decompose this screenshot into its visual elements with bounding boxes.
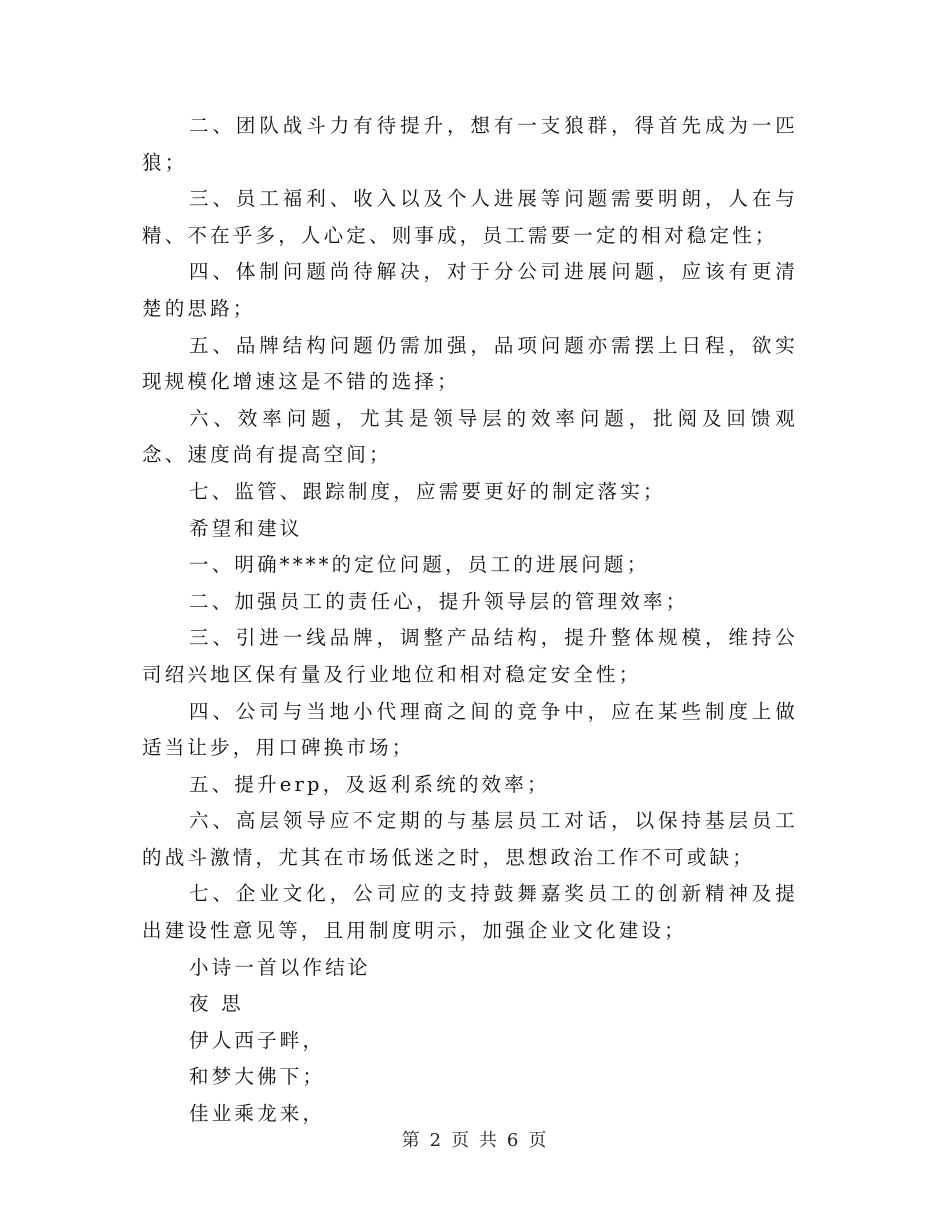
poem-intro: 小诗一首以作结论 xyxy=(189,955,371,979)
footer-suffix: 页 xyxy=(528,1130,549,1151)
footer-page-number: 2 xyxy=(429,1130,444,1151)
paragraph-brand-structure: 五、品牌结构问题仍需加强，品项问题亦需摆上日程，欲实现规模化增速这是不错的选择； xyxy=(142,333,798,394)
suggestion-competition: 四、公司与当地小代理商之间的竞争中，应在某些制度上做适当让步，用口碑换市场； xyxy=(142,699,798,760)
paragraph-employee-welfare: 三、员工福利、收入以及个人进展等问题需要明朗，人在与精、不在乎多，人心定、则事成，员工需要一定的相对稳定性； xyxy=(142,187,798,247)
poem-line-3: 佳业乘龙来， xyxy=(189,1102,326,1126)
section-heading-suggestions: 希望和建议 xyxy=(189,516,303,540)
footer-prefix: 第 xyxy=(401,1130,422,1151)
suggestion-culture: 七、企业文化，公司应的支持鼓舞嘉奖员工的创新精神及提出建设性意见等，且用制度明示，加强企业文化建设； xyxy=(142,882,798,943)
document-body xyxy=(142,108,798,1133)
footer-middle: 页 共 xyxy=(451,1130,499,1151)
paragraph-team-strength: 二、团队战斗力有待提升，想有一支狼群，得首先成为一匹狼； xyxy=(142,114,798,174)
paragraph-supervision: 七、监管、跟踪制度，应需要更好的制定落实； xyxy=(189,479,666,503)
paragraph-efficiency: 六、效率问题，尤其是领导层的效率问题，批阅及回馈观念、速度尚有提高空间； xyxy=(142,406,798,467)
poem-line-1: 伊人西子畔， xyxy=(189,1028,326,1052)
paragraph-system-issues: 四、体制问题尚待解决，对于分公司进展问题，应该有更清楚的思路； xyxy=(142,260,798,320)
footer-total-pages: 6 xyxy=(506,1130,521,1151)
suggestion-positioning: 一、明确****的定位问题，员工的进展问题； xyxy=(189,553,650,577)
suggestion-erp: 五、提升erp，及返利系统的效率； xyxy=(189,772,550,796)
page-footer xyxy=(0,1126,950,1152)
suggestion-responsibility: 二、加强员工的责任心，提升领导层的管理效率； xyxy=(189,589,689,613)
poem-line-2: 和梦大佛下； xyxy=(189,1065,326,1089)
suggestion-dialogue: 六、高层领导应不定期的与基层员工对话，以保持基层员工的战斗激情，尤其在市场低迷之时，思想政治工作不可或缺； xyxy=(142,809,798,869)
poem-title: 夜 思 xyxy=(189,992,244,1016)
suggestion-brands: 三、引进一线品牌，调整产品结构，提升整体规模，维持公司绍兴地区保有量及行业地位和相对稳定安全性； xyxy=(142,626,798,686)
